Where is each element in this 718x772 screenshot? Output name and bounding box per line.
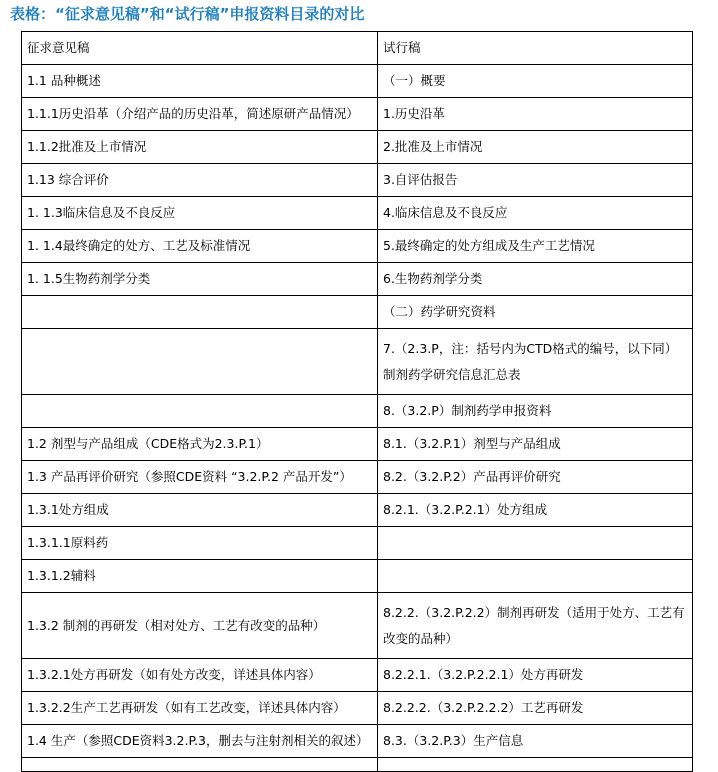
- table-row: [22, 230, 693, 263]
- cell-trial: 8.（3.2.P）制剂药学申报资料: [378, 395, 693, 428]
- table-row: [22, 164, 693, 197]
- cell-trial: （一）概要: [378, 65, 693, 98]
- column-header-trial: 试行稿: [378, 32, 693, 65]
- cell-draft: [22, 758, 378, 772]
- table-row: [22, 428, 693, 461]
- cell-draft: 1. 1.5生物药剂学分类: [22, 263, 378, 296]
- cell-trial: 8.2.2.（3.2.P.2.2）制剂再研发（适用于处方、工艺有改变的品种）: [378, 593, 693, 659]
- table-row: [22, 395, 693, 428]
- cell-trial: 2.批准及上市情况: [378, 131, 693, 164]
- table-row: [22, 263, 693, 296]
- table-row-clipped: [22, 758, 693, 772]
- cell-trial: 6.生物药剂学分类: [378, 263, 693, 296]
- cell-trial: [378, 560, 693, 593]
- cell-trial: 8.2.2.2.（3.2.P.2.2.2）工艺再研发: [378, 692, 693, 725]
- table-row: [22, 98, 693, 131]
- cell-draft: 1.3.1处方组成: [22, 494, 378, 527]
- table-row: [22, 461, 693, 494]
- table-row: [22, 560, 693, 593]
- table-row: [22, 659, 693, 692]
- cell-draft: 1.1.1历史沿革（介绍产品的历史沿革，简述原研产品情况）: [22, 98, 378, 131]
- cell-draft: [22, 395, 378, 428]
- cell-draft: 1.13 综合评价: [22, 164, 378, 197]
- cell-trial: 8.3.（3.2.P.3）生产信息: [378, 725, 693, 758]
- cell-trial: 7.（2.3.P，注：括号内为CTD格式的编号，以下同）制剂药学研究信息汇总表: [378, 329, 693, 395]
- cell-draft: 1.3.2.2生产工艺再研发（如有工艺改变，详述具体内容）: [22, 692, 378, 725]
- table-row: [22, 65, 693, 98]
- page-title: 表格：“征求意见稿”和“试行稿”申报资料目录的对比: [10, 5, 365, 23]
- cell-trial: 8.2.2.1.（3.2.P.2.2.1）处方再研发: [378, 659, 693, 692]
- table-row: [22, 296, 693, 329]
- cell-trial: 3.自评估报告: [378, 164, 693, 197]
- cell-draft: 1. 1.4最终确定的处方、工艺及标准情况: [22, 230, 378, 263]
- cell-trial: 8.1.（3.2.P.1）剂型与产品组成: [378, 428, 693, 461]
- cell-trial: 4.临床信息及不良反应: [378, 197, 693, 230]
- cell-draft: [22, 329, 378, 395]
- cell-draft: 1.3.2 制剂的再研发（相对处方、工艺有改变的品种）: [22, 593, 378, 659]
- cell-trial: （二）药学研究资料: [378, 296, 693, 329]
- cell-trial: 5.最终确定的处方组成及生产工艺情况: [378, 230, 693, 263]
- comparison-table: [21, 31, 693, 772]
- cell-draft: 1.3.2.1处方再研发（如有处方改变，详述具体内容）: [22, 659, 378, 692]
- cell-draft: 1.1.2批准及上市情况: [22, 131, 378, 164]
- table-row: [22, 692, 693, 725]
- table-row: [22, 131, 693, 164]
- cell-draft: [22, 296, 378, 329]
- column-header-draft: 征求意见稿: [22, 32, 378, 65]
- table-row: [22, 725, 693, 758]
- table-row: [22, 527, 693, 560]
- cell-draft: 1.1 品种概述: [22, 65, 378, 98]
- table-row: [22, 329, 693, 395]
- cell-trial: [378, 527, 693, 560]
- table-header-row: [22, 32, 693, 65]
- cell-trial: 1.历史沿革: [378, 98, 693, 131]
- cell-draft: 1.3.1.2辅料: [22, 560, 378, 593]
- cell-draft: 1.3.1.1原料药: [22, 527, 378, 560]
- cell-draft: 1. 1.3临床信息及不良反应: [22, 197, 378, 230]
- cell-draft: 1.4 生产（参照CDE资料3.2.P.3，删去与注射剂相关的叙述）: [22, 725, 378, 758]
- table-row: [22, 494, 693, 527]
- cell-trial: 8.2.（3.2.P.2）产品再评价研究: [378, 461, 693, 494]
- cell-trial: 8.2.1.（3.2.P.2.1）处方组成: [378, 494, 693, 527]
- cell-draft: 1.2 剂型与产品组成（CDE格式为2.3.P.1）: [22, 428, 378, 461]
- table-row: [22, 197, 693, 230]
- cell-trial: [378, 758, 693, 772]
- table-row: [22, 593, 693, 659]
- cell-draft: 1.3 产品再评价研究（参照CDE资料 “3.2.P.2 产品开发”）: [22, 461, 378, 494]
